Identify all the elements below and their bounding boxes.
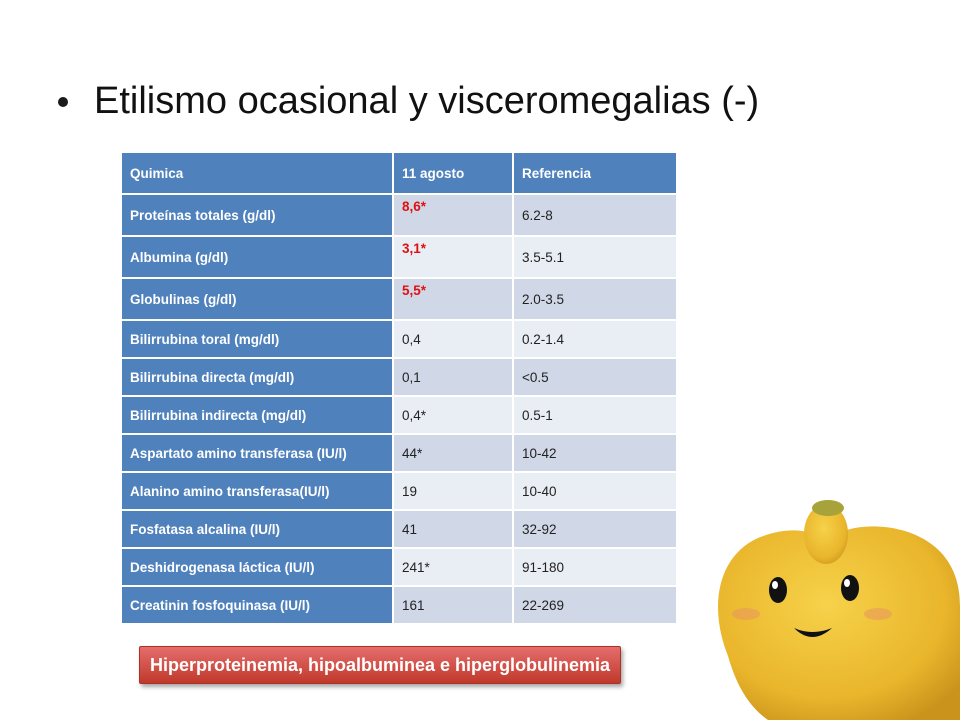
table-row bbox=[122, 397, 678, 435]
cell-value: 0,4* bbox=[394, 397, 514, 435]
cell-reference: 91-180 bbox=[514, 549, 678, 587]
cell-value: 0,1 bbox=[394, 359, 514, 397]
table-row bbox=[122, 279, 678, 321]
table-row bbox=[122, 237, 678, 279]
cell-reference: 32-92 bbox=[514, 511, 678, 549]
table-row bbox=[122, 473, 678, 511]
cell-test-name: Proteínas totales (g/dl) bbox=[122, 195, 394, 237]
table-row bbox=[122, 321, 678, 359]
cell-value: 41 bbox=[394, 511, 514, 549]
cell-test-name: Alanino amino transferasa(IU/l) bbox=[122, 473, 394, 511]
cell-value: 19 bbox=[394, 473, 514, 511]
cell-value: 161 bbox=[394, 587, 514, 625]
cell-reference: 10-42 bbox=[514, 435, 678, 473]
table-header-row bbox=[122, 153, 678, 195]
cell-test-name: Creatinin fosfoquinasa (IU/l) bbox=[122, 587, 394, 625]
table-row bbox=[122, 359, 678, 397]
cell-reference: 0.5-1 bbox=[514, 397, 678, 435]
cell-test-name: Aspartato amino transferasa (IU/l) bbox=[122, 435, 394, 473]
table-row bbox=[122, 511, 678, 549]
header-cell-reference: Referencia bbox=[514, 153, 678, 195]
cell-reference: 2.0-3.5 bbox=[514, 279, 678, 321]
cell-value: 3,1* bbox=[394, 237, 514, 279]
table-row bbox=[122, 549, 678, 587]
summary-callout: Hiperproteinemia, hipoalbuminea e hiperglobulinemia bbox=[139, 646, 621, 684]
cell-reference: 6.2-8 bbox=[514, 195, 678, 237]
liver-plush-image bbox=[708, 496, 960, 720]
cell-value: 8,6* bbox=[394, 195, 514, 237]
table-row bbox=[122, 587, 678, 625]
cell-test-name: Fosfatasa alcalina (IU/l) bbox=[122, 511, 394, 549]
cell-reference: <0.5 bbox=[514, 359, 678, 397]
table-row bbox=[122, 435, 678, 473]
cell-test-name: Albumina (g/dl) bbox=[122, 237, 394, 279]
cell-reference: 22-269 bbox=[514, 587, 678, 625]
cell-value: 44* bbox=[394, 435, 514, 473]
bullet-point bbox=[58, 80, 759, 123]
header-cell-test: Quimica bbox=[122, 153, 394, 195]
lab-results-table bbox=[122, 153, 678, 625]
cell-test-name: Globulinas (g/dl) bbox=[122, 279, 394, 321]
cell-value: 241* bbox=[394, 549, 514, 587]
cell-value: 5,5* bbox=[394, 279, 514, 321]
cell-reference: 0.2-1.4 bbox=[514, 321, 678, 359]
bullet-icon bbox=[58, 97, 68, 107]
cell-test-name: Bilirrubina toral (mg/dl) bbox=[122, 321, 394, 359]
cell-reference: 3.5-5.1 bbox=[514, 237, 678, 279]
cell-reference: 10-40 bbox=[514, 473, 678, 511]
cell-value: 0,4 bbox=[394, 321, 514, 359]
bullet-text: Etilismo ocasional y visceromegalias (-) bbox=[94, 80, 760, 122]
cell-test-name: Bilirrubina directa (mg/dl) bbox=[122, 359, 394, 397]
header-cell-date: 11 agosto bbox=[394, 153, 514, 195]
table-row bbox=[122, 195, 678, 237]
cell-test-name: Deshidrogenasa láctica (IU/l) bbox=[122, 549, 394, 587]
cell-test-name: Bilirrubina indirecta (mg/dl) bbox=[122, 397, 394, 435]
